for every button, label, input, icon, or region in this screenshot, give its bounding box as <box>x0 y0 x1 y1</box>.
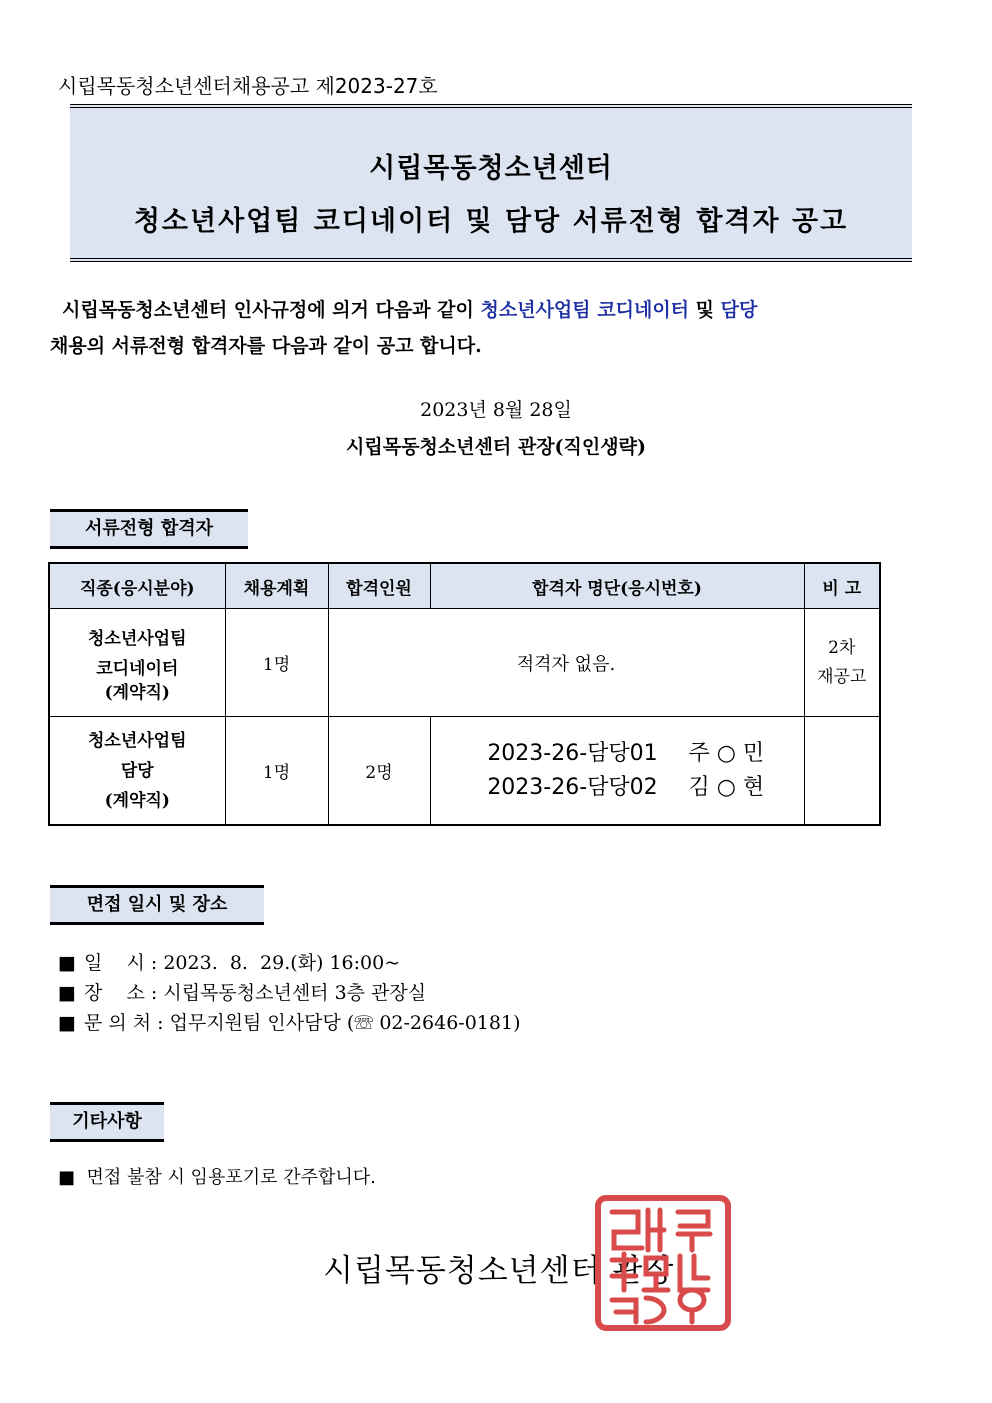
interview-datetime: 일 시 : 2023. 8. 29.(화) 16:00~ <box>84 952 401 974</box>
note-line: 재공고 <box>817 666 867 687</box>
table-header-row <box>49 563 880 609</box>
header-note: 비 고 <box>804 563 880 609</box>
passer-entry <box>431 771 804 805</box>
count-cell: 2명 <box>328 717 430 826</box>
table-row <box>49 717 880 826</box>
page-title-line1: 시립목동청소년센터 <box>369 153 613 184</box>
job-cell <box>49 717 225 826</box>
passer-entry <box>431 737 804 771</box>
note-cell <box>804 609 880 717</box>
job-line: 코디네이터 <box>96 658 179 679</box>
header-job: 직종(응시분야) <box>49 563 225 609</box>
header-passers: 합격자 명단(응시번호) <box>430 563 804 609</box>
announcement-date: 2023년 8월 28일 <box>420 399 572 421</box>
list-item <box>58 978 520 1008</box>
interview-contact: 문 의 처 : 업무지원팀 인사담당 (☏ 02-2646-0181) <box>84 1012 521 1034</box>
job-type: (계약직) <box>104 790 170 811</box>
applicant-name: 김 ○ 현 <box>688 774 765 800</box>
official-seal-icon <box>594 1194 732 1332</box>
section-header-results: 서류전형 합격자 <box>50 509 248 549</box>
job-line: 청소년사업팀 <box>87 730 187 751</box>
plan-cell: 1명 <box>225 717 328 826</box>
plan-cell: 1명 <box>225 609 328 717</box>
header-count: 합격인원 <box>328 563 430 609</box>
title-box <box>70 104 912 262</box>
intro-text-2: 및 <box>689 299 721 321</box>
note-line: 2차 <box>828 637 856 658</box>
other-note: ■ 면접 불참 시 임용포기로 간주합니다. <box>58 1167 376 1188</box>
passers-cell <box>430 717 804 826</box>
job-line: 청소년사업팀 <box>87 628 187 649</box>
note-cell <box>804 717 880 826</box>
section-header-interview: 면접 일시 및 장소 <box>50 885 264 925</box>
bullet-icon: ■ <box>58 952 76 974</box>
section-header-other: 기타사항 <box>50 1102 164 1142</box>
result-cell: 적격자 없음. <box>328 609 804 717</box>
job-type: (계약직) <box>104 682 170 703</box>
interview-details <box>58 948 520 1038</box>
bullet-icon: ■ <box>58 1012 76 1034</box>
intro-highlight-job2: 담당 <box>720 299 758 321</box>
intro-paragraph <box>50 292 950 364</box>
intro-text-3: 채용의 서류전형 합격자를 다음과 같이 공고 합니다. <box>50 335 482 357</box>
job-cell <box>49 609 225 717</box>
applicant-number: 2023-26-담당02 <box>487 774 658 800</box>
intro-text-1: 시립목동청소년센터 인사규정에 의거 다음과 같이 <box>62 299 481 321</box>
applicant-number: 2023-26-담당01 <box>487 740 658 766</box>
list-item <box>58 948 520 978</box>
bullet-icon: ■ <box>58 982 76 1004</box>
document-number: 시립목동청소년센터채용공고 제2023-27호 <box>58 74 438 98</box>
header-plan: 채용계획 <box>225 563 328 609</box>
applicant-name: 주 ○ 민 <box>688 740 765 766</box>
job-line: 담당 <box>120 760 154 781</box>
intro-highlight-job1: 청소년사업팀 코디네이터 <box>480 299 690 321</box>
signature: 시립목동청소년센터 관장 <box>323 1253 675 1289</box>
interview-place: 장 소 : 시립목동청소년센터 3층 관장실 <box>84 982 427 1004</box>
page-title-line2: 청소년사업팀 코디네이터 및 담당 서류전형 합격자 공고 <box>133 206 849 237</box>
list-item <box>58 1008 520 1038</box>
results-table <box>48 562 881 826</box>
issuer: 시립목동청소년센터 관장(직인생략) <box>346 436 646 458</box>
table-row <box>49 609 880 717</box>
